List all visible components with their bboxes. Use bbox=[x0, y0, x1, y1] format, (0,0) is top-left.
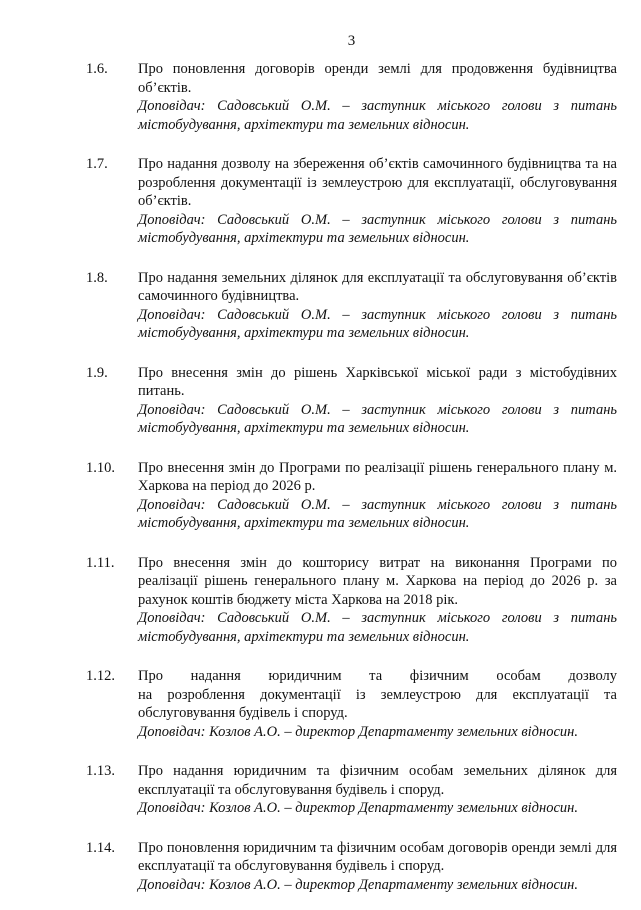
item-title: Про поновлення юридичним та фізичним особам договорів оренди землі для експлуатації та обслуговування будівель і споруд. bbox=[138, 839, 617, 874]
agenda-item-1-14 bbox=[86, 839, 617, 895]
agenda-item-1-10 bbox=[86, 459, 617, 533]
item-number: 1.7. bbox=[86, 156, 108, 172]
agenda-item-1-11 bbox=[86, 554, 617, 647]
agenda-item-1-13 bbox=[86, 762, 617, 818]
item-title bbox=[138, 667, 617, 723]
item-number: 1.11. bbox=[86, 554, 115, 571]
item-number: 1.14. bbox=[86, 839, 115, 856]
item-title: Про поновлення договорів оренди землі для продовження будівництва об’єктів. bbox=[138, 61, 617, 96]
item-title: Про надання дозволу на збереження об’єктів самочинного будівництва та на розроблення документації із землеустрою для експлуатації, обслуговування об’єктів. bbox=[138, 156, 617, 209]
item-title-rest: на розроблення документації із землеустрою для експлуатації та обслуговування будівель і споруд. bbox=[138, 686, 617, 721]
item-reporter: Доповідач: Садовський О.М. – заступник міського голови з питань містобудування, архітектури та земельних відносин. bbox=[138, 496, 617, 531]
item-title: Про надання земельних ділянок для експлуатації та обслуговування об’єктів самочинного будівництва. bbox=[138, 269, 617, 304]
agenda-item-1-7 bbox=[86, 155, 617, 248]
item-number: 1.12. bbox=[86, 668, 115, 684]
item-number: 1.10. bbox=[86, 459, 115, 476]
item-reporter: Доповідач: Садовський О.М. – заступник міського голови з питань містобудування, архітектури та земельних відносин. bbox=[138, 610, 617, 645]
agenda-item-1-6 bbox=[86, 60, 617, 134]
item-title: Про внесення змін до кошторису витрат на виконання Програми по реалізації рішень генерального плану м. Харкова на період до 2026 р. за рахунок коштів бюджету міста Харкова на 2018 рік. bbox=[138, 554, 617, 608]
agenda-item-1-8 bbox=[86, 269, 617, 343]
item-reporter: Доповідач: Козлов А.О. – директор Департаменту земельних відносин. bbox=[138, 723, 578, 740]
item-reporter: Доповідач: Садовський О.М. – заступник міського голови з питань містобудування, архітектури та земельних відносин. bbox=[138, 306, 617, 341]
item-reporter: Доповідач: Садовський О.М. – заступник міського голови з питань містобудування, архітектури та земельних відносин. bbox=[138, 211, 617, 246]
item-number: 1.9. bbox=[86, 364, 108, 381]
item-title: Про внесення змін до рішень Харківської міської ради з містобудівних питань. bbox=[138, 364, 617, 399]
agenda-item-1-12 bbox=[86, 667, 617, 741]
page-number: 3 bbox=[347, 33, 356, 49]
item-reporter: Доповідач: Садовський О.М. – заступник міського голови з питань містобудування, архітектури та земельних відносин. bbox=[138, 98, 617, 133]
item-number: 1.13. bbox=[86, 763, 115, 779]
item-number: 1.8. bbox=[86, 269, 108, 286]
item-number: 1.6. bbox=[86, 61, 108, 77]
agenda-item-1-9 bbox=[86, 364, 617, 438]
item-reporter: Доповідач: Козлов А.О. – директор Департаменту земельних відносин. bbox=[138, 800, 578, 816]
item-reporter: Доповідач: Козлов А.О. – директор Департаменту земельних відносин. bbox=[138, 876, 578, 893]
item-reporter: Доповідач: Садовський О.М. – заступник міського голови з питань містобудування, архітектури та земельних відносин. bbox=[138, 401, 617, 436]
item-title-first-line: Про надання юридичним та фізичним особам дозволу bbox=[138, 668, 617, 684]
item-title: Про внесення змін до Програми по реалізації рішень генерального плану м. Харкова на період до 2026 р. bbox=[138, 459, 617, 494]
item-title: Про надання юридичним та фізичним особам земельних ділянок для експлуатації та обслуговування будівель і споруд. bbox=[138, 763, 617, 798]
